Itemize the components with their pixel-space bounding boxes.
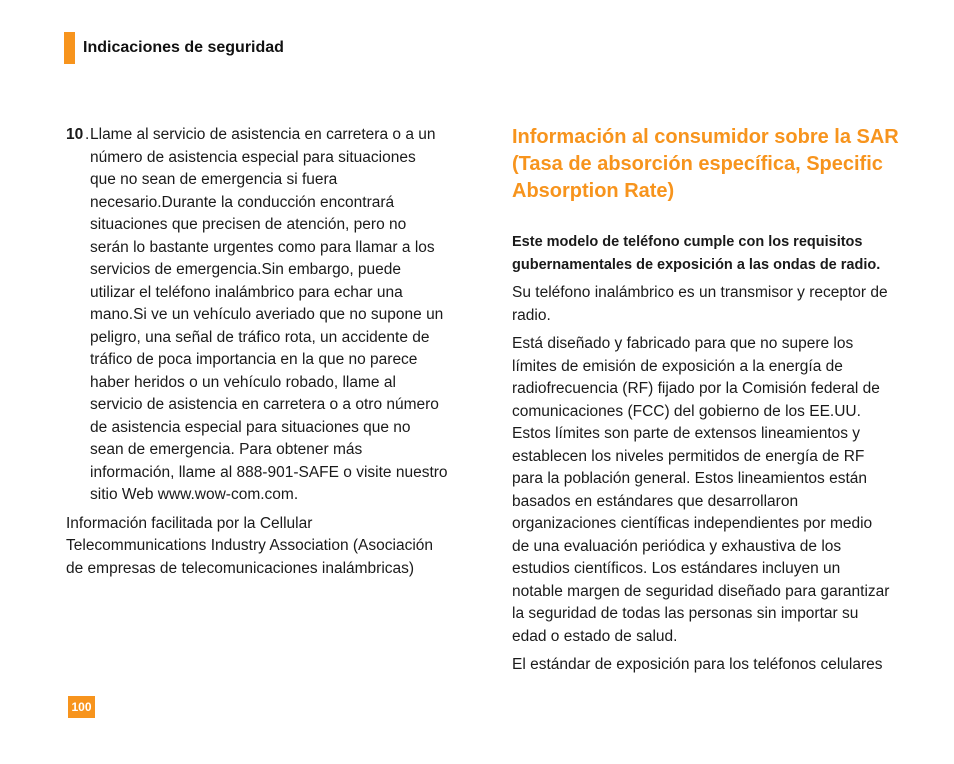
credit-line: de empresas de telecomunicaciones inalámbricas) — [66, 559, 415, 577]
item-line: necesario.Durante la conducción encontrará — [90, 193, 395, 211]
item-line: información, llame al 888-901-SAFE o visite nuestro — [90, 463, 448, 481]
item-line: Llame al servicio de asistencia en carretera o a un — [90, 126, 436, 143]
statement-line: Este modelo de teléfono cumple con los requisitos — [512, 234, 863, 250]
paragraph-line: Está diseñado y fabricado para que no supere los — [512, 335, 854, 352]
item-line: situaciones que precisen de atención, pero no — [90, 216, 407, 233]
paragraph-line: estudios científicos. Los estándares incluyen un — [512, 560, 841, 577]
paragraph-line: establecen los niveles permitidos de energía de RF — [512, 447, 865, 465]
credit-line: Telecommunications Industry Association (Asociación — [66, 537, 434, 554]
paragraph-limits — [512, 333, 912, 648]
paragraph-line: comunicaciones (FCC) del gobierno de los EE.UU. — [512, 402, 861, 420]
item-line: sitio Web www.wow-com.com. — [90, 486, 299, 503]
paragraph-line: la seguridad de todas las personas sin importar su — [512, 605, 859, 622]
item-line: servicios de emergencia.Sin embargo, puede — [90, 261, 402, 278]
item-line: utilizar el teléfono inalámbrico para echar una — [90, 283, 403, 301]
paragraph-transmitter — [512, 282, 912, 327]
paragraph-line: El estándar de exposición para los teléfonos celulares — [512, 656, 883, 673]
item-line: serán lo bastante urgentes como para llamar a los — [90, 238, 435, 256]
item-line: tráfico de poca importancia en la que no parece — [90, 351, 418, 368]
item-line: haber heridos o un vehículo robado, llame al — [90, 373, 396, 391]
item-line: peligro, una señal de tráfico rota, un accidente de — [90, 328, 430, 346]
paragraph-line: de una evaluación periódica y exhaustiva de los — [512, 537, 842, 555]
item-text — [90, 124, 464, 507]
page-number: 100 — [68, 696, 95, 718]
item-line: servicio de asistencia en carretera o a otro número — [90, 396, 439, 413]
paragraph-line: límites de emisión de exposición a la energía de — [512, 357, 843, 375]
paragraph-line: notable margen de seguridad diseñado para garantizar — [512, 582, 890, 600]
item-number: 10 — [66, 126, 84, 143]
statement-line: gubernamentales de exposición a las ondas de radio. — [512, 256, 881, 273]
item-line: sean de emergencia. Para obtener más — [90, 441, 363, 458]
paragraph-line: para la población general. Estos lineamientos están — [512, 470, 868, 487]
item-line: mano.Si ve un vehículo averiado que no supone un — [90, 306, 444, 323]
paragraph-line: Su teléfono inalámbrico es un transmisor y receptor de — [512, 284, 888, 301]
right-column — [512, 124, 912, 677]
section-title: Indicaciones de seguridad — [83, 39, 284, 56]
item-line: número de asistencia especial para situaciones — [90, 148, 416, 166]
credit-line: Información facilitada por la Cellular — [66, 514, 313, 532]
sar-heading — [512, 124, 912, 205]
paragraph-line: edad o estado de salud. — [512, 627, 678, 645]
paragraph-line: radio. — [512, 306, 551, 324]
item-line: que no sean de emergencia si fuera — [90, 171, 338, 188]
section-marker — [64, 32, 75, 64]
compliance-statement — [512, 231, 912, 276]
paragraph-line: radiofrecuencia (RF) fijado por la Comisión federal de — [512, 380, 880, 397]
list-item-10: 10 . Llame al servicio de asistencia en carretera o a un número de asistencia especial para situaciones que no sean de emergencia si fuera necesario.Durante la conducción encontrará situaciones que precisen de atención, pero no serán lo bastante urgentes como para llamar a los servicios de emergencia.Sin embargo, puede utilizar el teléfono inalámbrico para echar una mano.Si ve un vehículo averiado que no supone un peligro, una señal de tráfico rota, un accidente de tráfico de poca importancia en la que no parece haber heridos o un vehículo robado, llame al servicio de asistencia en carretera o a otro número de asistencia especial para situaciones que no sean de emergencia. Para obtener más información, llame al 888-901-SAFE o visite nuestro sitio Web www.wow-com.com. — [66, 124, 464, 507]
left-column — [66, 124, 464, 580]
paragraph-line: Estos límites son parte de extensos lineamientos y — [512, 425, 861, 442]
credit-paragraph — [66, 513, 464, 581]
heading-line: Información al consumidor sobre la SAR — [512, 126, 899, 148]
heading-line: (Tasa de absorción específica, Specific — [512, 153, 883, 175]
paragraph-standard — [512, 654, 912, 677]
item-line: de asistencia especial para situaciones que no — [90, 418, 411, 436]
heading-line: Absorption Rate) — [512, 180, 675, 202]
paragraph-line: organizaciones científicas independientes por medio — [512, 515, 873, 532]
paragraph-line: basados en estándares que desarrollaron — [512, 492, 799, 510]
section-header — [64, 32, 284, 64]
